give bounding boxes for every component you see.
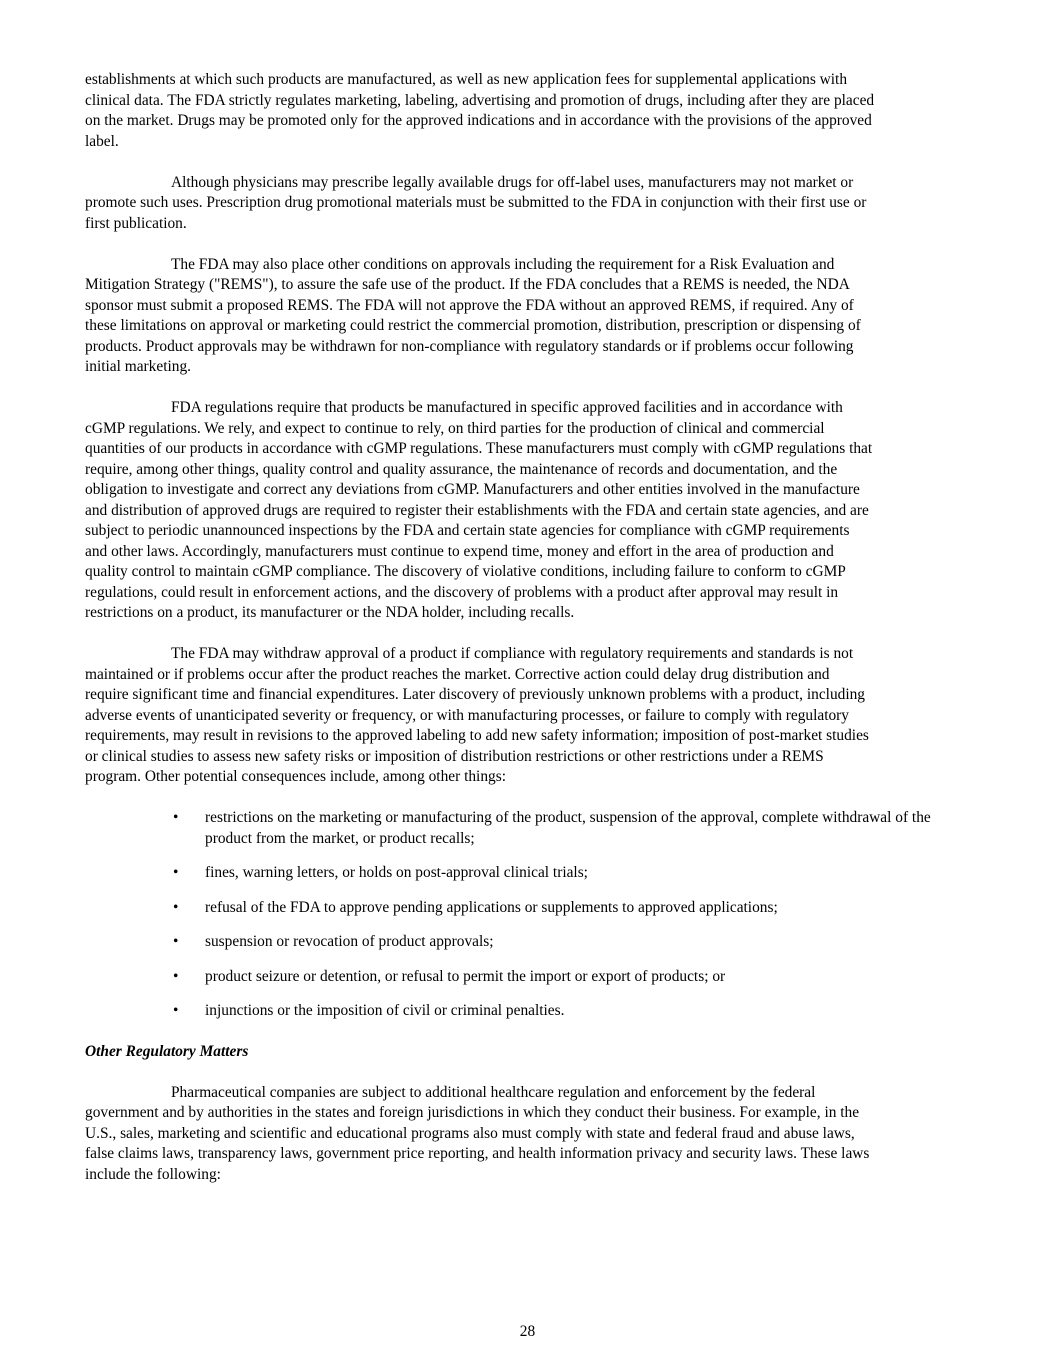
paragraph-text: The FDA may withdraw approval of a product if compliance with regulatory requirements and standards is not maintained or if problems occur after the product reaches the market. Corrective action could delay drug distribution and require significant time and financial expenditures. Later discovery of previously unknown problems with a product, including adverse events of unanticipated severity or frequency, or with manufacturing processes, or failure to comply with regulatory requirements, may result in revisions to the approved labeling to add new safety information; imposition of post-market studies or clinical studies to assess new safety risks or imposition of distribution restrictions or other restrictions under a REMS program. Other potential consequences include, among other things:: [85, 645, 869, 785]
paragraph: [85, 70, 975, 152]
paragraph: [85, 644, 975, 788]
paragraph-text: establishments at which such products are manufactured, as well as new application fees for supplemental applications with clinical data. The FDA strictly regulates marketing, labeling, advertising and promotion of drugs, including after they are placed on the market. Drugs may be promoted only for the approved indications and in accordance with the provisions of the approved label.: [85, 71, 875, 150]
list-item-text: suspension or revocation of product approvals;: [205, 933, 494, 950]
bullet-icon: •: [173, 809, 179, 826]
bullet-icon: •: [173, 898, 179, 916]
paragraph-text: Although physicians may prescribe legally available drugs for off-label uses, manufacturers may not market or promote such uses. Prescription drug promotional materials must be submitted to the FDA in conjunction with their first use or first publication.: [85, 173, 867, 232]
bottom-paragraphs: [85, 1083, 975, 1186]
list-item: [85, 808, 1025, 849]
bullet-icon: •: [173, 933, 179, 950]
top-paragraphs: [85, 70, 975, 788]
list-item-text: product seizure or detention, or refusal to permit the import or export of products; or: [205, 967, 726, 985]
paragraph: [85, 398, 975, 624]
paragraph: [85, 173, 975, 235]
list-item-text: injunctions or the imposition of civil or criminal penalties.: [205, 1002, 565, 1019]
list-item-text: restrictions on the marketing or manufacturing of the product, suspension of the approval, complete withdrawal of the product from the market, or product recalls;: [205, 809, 931, 847]
list-item: [85, 932, 1025, 953]
bullet-icon: •: [173, 967, 179, 985]
list-item-text: refusal of the FDA to approve pending applications or supplements to approved applications;: [205, 898, 778, 916]
paragraph: [85, 255, 975, 378]
paragraph: [85, 1083, 975, 1186]
list-item: [85, 967, 1025, 988]
list-item-text: fines, warning letters, or holds on post-approval clinical trials;: [205, 864, 588, 881]
page-number: 28: [519, 1323, 536, 1340]
document-page: [85, 70, 975, 1206]
paragraph-text: FDA regulations require that products be manufactured in specific approved facilities and in accordance with cGMP regulations. We rely, and expect to continue to rely, on third parties for the production of clinical and commercial quantities of our products in accordance with cGMP regulations. These manufacturers must comply with cGMP regulations that require, among other things, quality control and quality assurance, the maintenance of records and documentation, and the obligation to investigate and correct any deviations from cGMP. Manufacturers and other entities involved in the manufacture and distribution of approved drugs are required to register their establishments with the FDA and certain state agencies, and are subject to periodic unannounced inspections by the FDA and certain state agencies for compliance with cGMP requirements and other laws. Accordingly, manufacturers must continue to expend time, money and effort in the area of production and quality control to maintain cGMP compliance. The discovery of violative conditions, including failure to conform to cGMP regulations, could result in enforcement actions, and the discovery of problems with a product after approval may result in restrictions on a product, its manufacturer or the NDA holder, including recalls.: [85, 399, 873, 621]
section-heading: Other Regulatory Matters: [85, 1042, 249, 1060]
list-item: [85, 898, 1025, 919]
list-item: [85, 863, 1025, 884]
list-item: [85, 1001, 1025, 1022]
consequences-list: [85, 808, 1025, 1022]
paragraph-text: The FDA may also place other conditions on approvals including the requirement for a Risk Evaluation and Mitigation Strategy ("REMS"), to assure the safe use of the product. If the FDA concludes that a REMS is needed, the NDA sponsor must submit a proposed REMS. The FDA will not approve the FDA without an approved REMS, if required. Any of these limitations on approval or marketing could restrict the commercial promotion, distribution, prescription or dispensing of products. Product approvals may be withdrawn for non-compliance with regulatory standards or if problems occur following initial marketing.: [85, 255, 861, 375]
bullet-icon: •: [173, 1002, 179, 1019]
paragraph-text: Pharmaceutical companies are subject to additional healthcare regulation and enforcement by the federal government and by authorities in the states and foreign jurisdictions in which they conduct their business. For example, in the U.S., sales, marketing and scientific and educational programs also must comply with state and federal fraud and abuse laws, false claims laws, transparency laws, government price reporting, and health information privacy and security laws. These laws include the following:: [85, 1083, 870, 1183]
bullet-icon: •: [173, 864, 179, 881]
